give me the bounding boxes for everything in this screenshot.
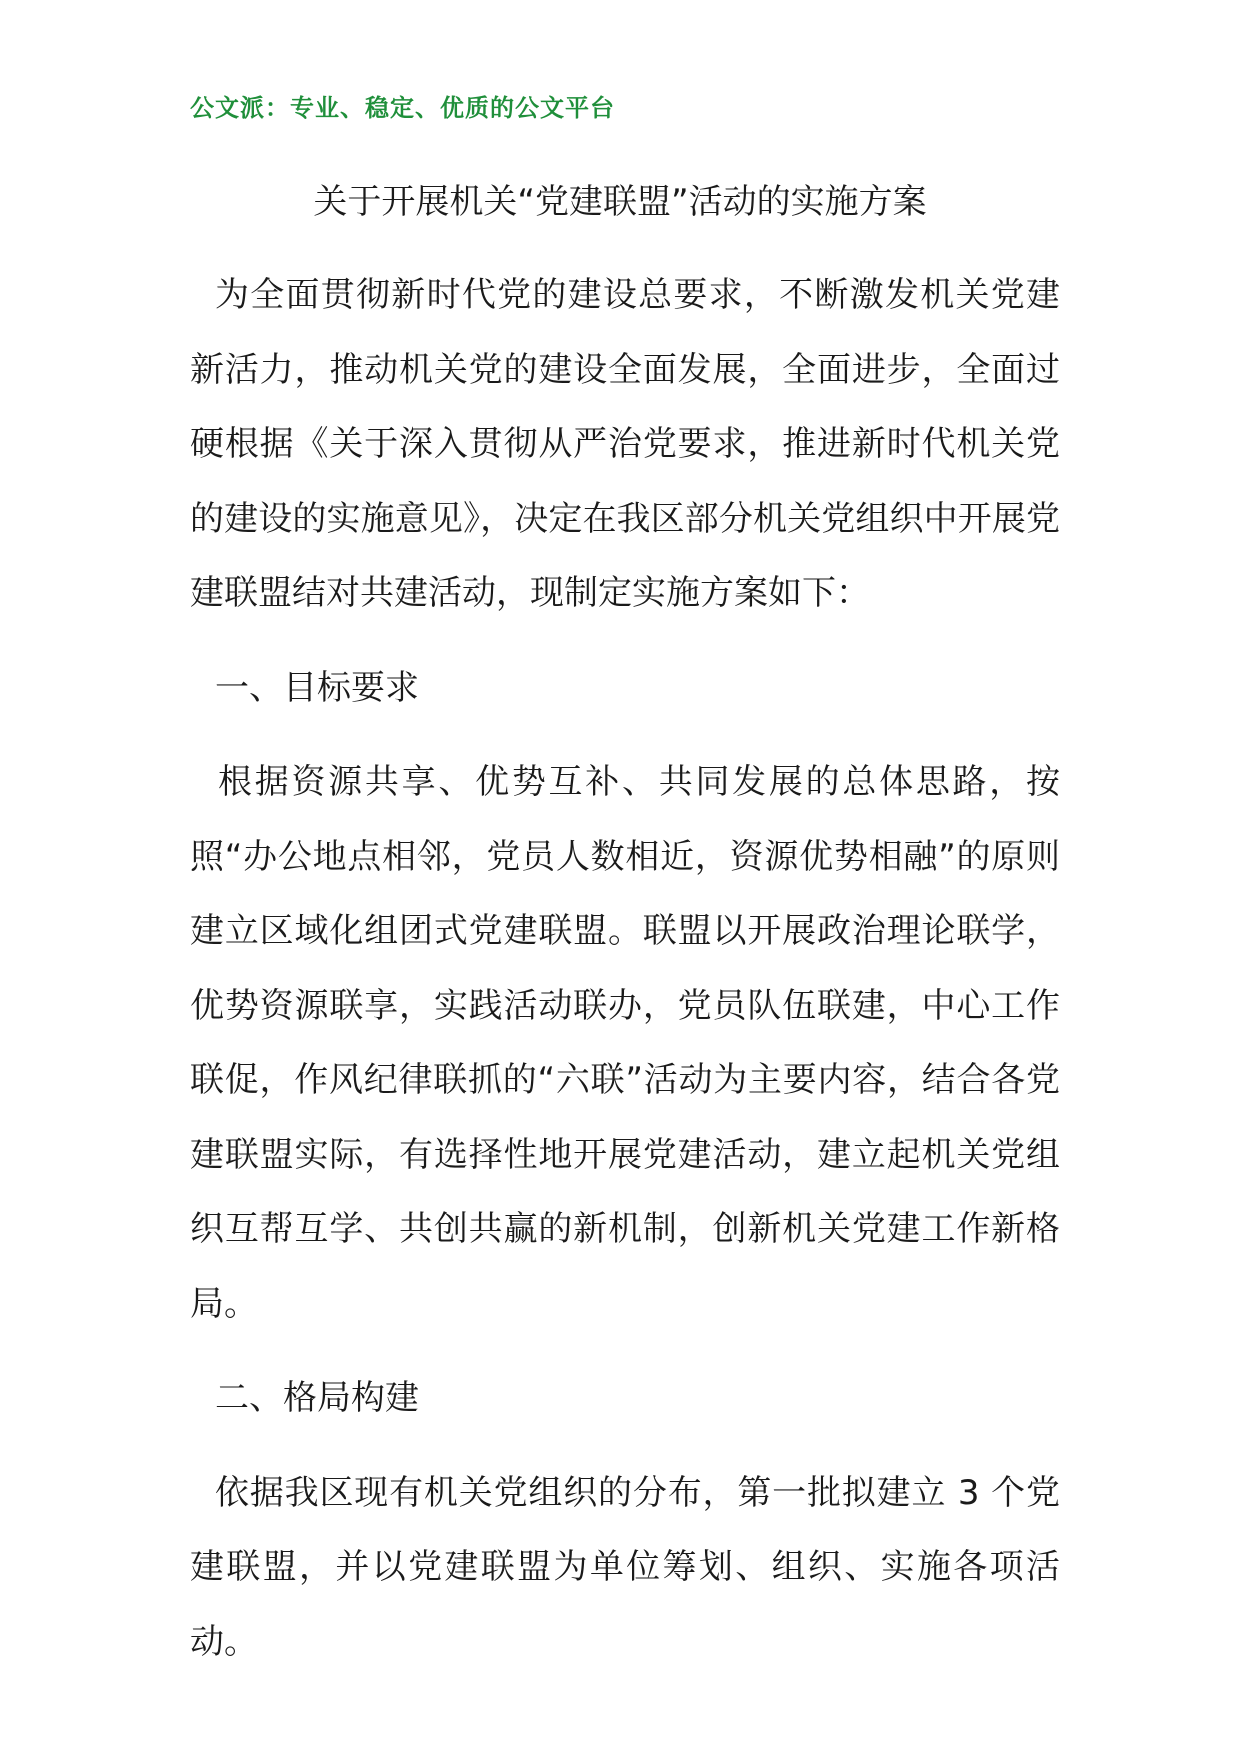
section-paragraph-goals: 根据资源共享、优势互补、共同发展的总体思路，按照“办公地点相邻，党员人数相近，资源优势相融”的原则建立区域化组团式党建联盟。联盟以开展政治理论联学，优势资源联享，实践活动联办，党员队伍联建，中心工作联促，作风纪律联抓的“六联”活动为主要内容，结合各党建联盟实际，有选择性地开展党建活动，建立起机关党组织互帮互学、共创共赢的新机制，创新机关党建工作新格局。 <box>190 762 1060 1324</box>
brand-header: 公文派：专业、稳定、优质的公文平台 <box>190 94 615 122</box>
section-heading-structure: 二、格局构建 <box>215 1378 419 1418</box>
document-title: 关于开展机关“党建联盟”活动的实施方案 <box>313 182 927 222</box>
section-heading-goals: 一、目标要求 <box>215 667 419 708</box>
intro-paragraph: 为全面贯彻新时代党的建设总要求，不断激发机关党建新活力，推动机关党的建设全面发展，全面进步，全面过硬根据《关于深入贯彻从严治党要求，推进新时代机关党的建设的实施意见》，决定在我区部分机关党组织中开展党建联盟结对共建活动，现制定实施方案如下： <box>190 275 1060 613</box>
document-body <box>190 258 1060 1699</box>
section-paragraph-structure: 依据我区现有机关党组织的分布，第一批拟建立 3 个党建联盟，并以党建联盟为单位筹划、组织、实施各项活动。 <box>190 1472 1060 1662</box>
